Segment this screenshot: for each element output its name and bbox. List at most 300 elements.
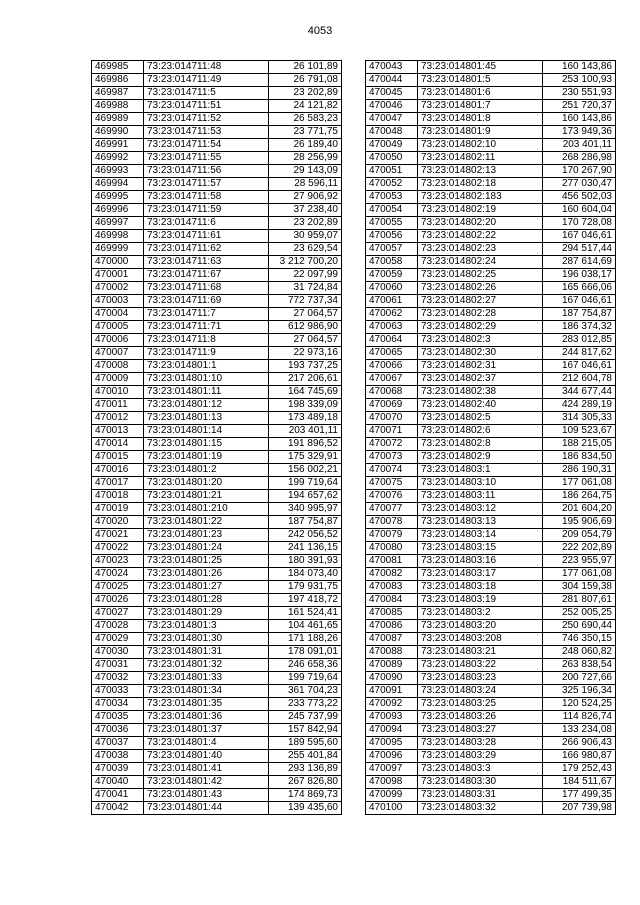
row-number-cell: 470001	[92, 269, 144, 282]
value-cell: 28 256,99	[269, 152, 342, 165]
row-number-cell: 470055	[366, 217, 418, 230]
cadastral-number-cell: 73:23:014803:20	[418, 620, 543, 633]
row-number-cell: 470002	[92, 282, 144, 295]
value-cell: 253 100,93	[543, 74, 616, 87]
value-cell: 139 435,60	[269, 802, 342, 815]
value-cell: 24 121,82	[269, 100, 342, 113]
row-number-cell: 470097	[366, 763, 418, 776]
cadastral-number-cell: 73:23:014803:1	[418, 464, 543, 477]
value-cell: 340 995,97	[269, 503, 342, 516]
row-number-cell: 470039	[92, 763, 144, 776]
table-row	[366, 516, 616, 529]
cadastral-number-cell: 73:23:014801:13	[144, 412, 269, 425]
row-number-cell: 470087	[366, 633, 418, 646]
value-cell: 361 704,23	[269, 685, 342, 698]
left-table-body	[92, 61, 342, 815]
value-cell: 245 737,99	[269, 711, 342, 724]
cadastral-number-cell: 73:23:014801:41	[144, 763, 269, 776]
value-cell: 196 038,17	[543, 269, 616, 282]
row-number-cell: 470096	[366, 750, 418, 763]
table-row	[92, 243, 342, 256]
row-number-cell: 470004	[92, 308, 144, 321]
value-cell: 120 524,25	[543, 698, 616, 711]
row-number-cell: 470075	[366, 477, 418, 490]
cadastral-number-cell: 73:23:014801:45	[418, 61, 543, 74]
value-cell: 200 727,66	[543, 672, 616, 685]
cadastral-number-cell: 73:23:014803:16	[418, 555, 543, 568]
table-row	[366, 490, 616, 503]
value-cell: 174 869,73	[269, 789, 342, 802]
row-number-cell: 469999	[92, 243, 144, 256]
table-row	[366, 594, 616, 607]
value-cell: 167 046,61	[543, 230, 616, 243]
value-cell: 165 666,06	[543, 282, 616, 295]
cadastral-number-cell: 73:23:014711:52	[144, 113, 269, 126]
cadastral-number-cell: 73:23:014803:31	[418, 789, 543, 802]
row-number-cell: 469992	[92, 152, 144, 165]
table-row	[92, 490, 342, 503]
cadastral-number-cell: 73:23:014802:29	[418, 321, 543, 334]
row-number-cell: 470016	[92, 464, 144, 477]
row-number-cell: 470082	[366, 568, 418, 581]
row-number-cell: 470052	[366, 178, 418, 191]
row-number-cell: 470068	[366, 386, 418, 399]
table-row	[366, 581, 616, 594]
table-row	[366, 74, 616, 87]
row-number-cell: 470069	[366, 399, 418, 412]
table-row	[92, 620, 342, 633]
table-row	[366, 737, 616, 750]
row-number-cell: 470099	[366, 789, 418, 802]
value-cell: 175 329,91	[269, 451, 342, 464]
table-row	[366, 620, 616, 633]
value-cell: 267 826,80	[269, 776, 342, 789]
row-number-cell: 470024	[92, 568, 144, 581]
cadastral-number-cell: 73:23:014801:44	[144, 802, 269, 815]
cadastral-number-cell: 73:23:014711:58	[144, 191, 269, 204]
cadastral-number-cell: 73:23:014803:28	[418, 737, 543, 750]
table-row	[366, 178, 616, 191]
cadastral-number-cell: 73:23:014711:71	[144, 321, 269, 334]
value-cell: 230 551,93	[543, 87, 616, 100]
cadastral-number-cell: 73:23:014802:22	[418, 230, 543, 243]
table-row	[366, 607, 616, 620]
value-cell: 28 596,11	[269, 178, 342, 191]
cadastral-number-cell: 73:23:014803:22	[418, 659, 543, 672]
table-row	[366, 334, 616, 347]
cadastral-number-cell: 73:23:014801:32	[144, 659, 269, 672]
row-number-cell: 470073	[366, 451, 418, 464]
cadastral-number-cell: 73:23:014802:8	[418, 438, 543, 451]
row-number-cell: 470020	[92, 516, 144, 529]
cadastral-number-cell: 73:23:014802:38	[418, 386, 543, 399]
cadastral-number-cell: 73:23:014802:23	[418, 243, 543, 256]
value-cell: 189 595,60	[269, 737, 342, 750]
table-row	[92, 425, 342, 438]
cadastral-number-cell: 73:23:014801:2	[144, 464, 269, 477]
cadastral-number-cell: 73:23:014801:19	[144, 451, 269, 464]
value-cell: 27 064,57	[269, 334, 342, 347]
table-row	[366, 113, 616, 126]
value-cell: 160 143,86	[543, 61, 616, 74]
value-cell: 37 238,40	[269, 204, 342, 217]
row-number-cell: 470100	[366, 802, 418, 815]
value-cell: 246 658,36	[269, 659, 342, 672]
table-row	[92, 295, 342, 308]
table-row	[92, 633, 342, 646]
cadastral-number-cell: 73:23:014801:31	[144, 646, 269, 659]
cadastral-number-cell: 73:23:014711:59	[144, 204, 269, 217]
cadastral-number-cell: 73:23:014802:24	[418, 256, 543, 269]
cadastral-number-cell: 73:23:014803:15	[418, 542, 543, 555]
cadastral-number-cell: 73:23:014803:19	[418, 594, 543, 607]
table-row	[92, 516, 342, 529]
row-number-cell: 470094	[366, 724, 418, 737]
row-number-cell: 470081	[366, 555, 418, 568]
table-row	[92, 737, 342, 750]
cadastral-number-cell: 73:23:014801:37	[144, 724, 269, 737]
table-row	[366, 100, 616, 113]
row-number-cell: 470049	[366, 139, 418, 152]
table-row	[366, 269, 616, 282]
cadastral-number-cell: 73:23:014801:6	[418, 87, 543, 100]
cadastral-number-cell: 73:23:014711:51	[144, 100, 269, 113]
cadastral-number-cell: 73:23:014803:14	[418, 529, 543, 542]
cadastral-number-cell: 73:23:014803:11	[418, 490, 543, 503]
cadastral-number-cell: 73:23:014801:1	[144, 360, 269, 373]
value-cell: 164 745,69	[269, 386, 342, 399]
value-cell: 456 502,03	[543, 191, 616, 204]
value-cell: 29 143,09	[269, 165, 342, 178]
row-number-cell: 470076	[366, 490, 418, 503]
value-cell: 233 773,22	[269, 698, 342, 711]
row-number-cell: 470022	[92, 542, 144, 555]
table-row	[366, 464, 616, 477]
cadastral-number-cell: 73:23:014711:62	[144, 243, 269, 256]
cadastral-number-cell: 73:23:014801:29	[144, 607, 269, 620]
value-cell: 207 739,98	[543, 802, 616, 815]
table-row	[92, 269, 342, 282]
table-row	[92, 802, 342, 815]
table-row	[92, 321, 342, 334]
value-cell: 184 073,40	[269, 568, 342, 581]
cadastral-number-cell: 73:23:014802:3	[418, 334, 543, 347]
cadastral-number-cell: 73:23:014801:34	[144, 685, 269, 698]
cadastral-number-cell: 73:23:014802:13	[418, 165, 543, 178]
cadastral-number-cell: 73:23:014802:27	[418, 295, 543, 308]
value-cell: 263 838,54	[543, 659, 616, 672]
table-row	[366, 347, 616, 360]
cadastral-number-cell: 73:23:014803:18	[418, 581, 543, 594]
table-row	[92, 581, 342, 594]
cadastral-number-cell: 73:23:014802:37	[418, 373, 543, 386]
table-row	[92, 347, 342, 360]
cadastral-number-cell: 73:23:014711:55	[144, 152, 269, 165]
cadastral-number-cell: 73:23:014802:11	[418, 152, 543, 165]
table-row	[366, 659, 616, 672]
cadastral-number-cell: 73:23:014802:28	[418, 308, 543, 321]
table-row	[366, 399, 616, 412]
table-row	[92, 178, 342, 191]
cadastral-number-cell: 73:23:014802:10	[418, 139, 543, 152]
value-cell: 203 401,11	[543, 139, 616, 152]
value-cell: 22 973,16	[269, 347, 342, 360]
value-cell: 266 906,43	[543, 737, 616, 750]
table-row	[92, 607, 342, 620]
cadastral-number-cell: 73:23:014801:12	[144, 399, 269, 412]
value-cell: 191 896,52	[269, 438, 342, 451]
cadastral-number-cell: 73:23:014802:31	[418, 360, 543, 373]
row-number-cell: 470088	[366, 646, 418, 659]
table-row	[366, 477, 616, 490]
row-number-cell: 470079	[366, 529, 418, 542]
value-cell: 157 842,94	[269, 724, 342, 737]
row-number-cell: 470048	[366, 126, 418, 139]
value-cell: 281 807,61	[543, 594, 616, 607]
value-cell: 170 728,08	[543, 217, 616, 230]
cadastral-number-cell: 73:23:014801:24	[144, 542, 269, 555]
cadastral-number-cell: 73:23:014801:4	[144, 737, 269, 750]
table-row	[92, 568, 342, 581]
cadastral-number-cell: 73:23:014803:208	[418, 633, 543, 646]
table-row	[366, 87, 616, 100]
table-row	[92, 659, 342, 672]
value-cell: 26 583,23	[269, 113, 342, 126]
row-number-cell: 470009	[92, 373, 144, 386]
right-table-body	[366, 61, 616, 815]
value-cell: 133 234,08	[543, 724, 616, 737]
value-cell: 241 136,15	[269, 542, 342, 555]
row-number-cell: 470058	[366, 256, 418, 269]
value-cell: 178 091,01	[269, 646, 342, 659]
cadastral-number-cell: 73:23:014803:30	[418, 776, 543, 789]
value-cell: 179 252,43	[543, 763, 616, 776]
row-number-cell: 470012	[92, 412, 144, 425]
value-cell: 186 374,32	[543, 321, 616, 334]
cadastral-number-cell: 73:23:014802:5	[418, 412, 543, 425]
value-cell: 23 202,89	[269, 217, 342, 230]
row-number-cell: 470035	[92, 711, 144, 724]
table-row	[366, 243, 616, 256]
value-cell: 184 511,67	[543, 776, 616, 789]
table-row	[92, 646, 342, 659]
row-number-cell: 470045	[366, 87, 418, 100]
row-number-cell: 470041	[92, 789, 144, 802]
cadastral-number-cell: 73:23:014711:6	[144, 217, 269, 230]
cadastral-number-cell: 73:23:014801:3	[144, 620, 269, 633]
table-row	[366, 672, 616, 685]
value-cell: 187 754,87	[543, 308, 616, 321]
table-row	[92, 542, 342, 555]
value-cell: 177 499,35	[543, 789, 616, 802]
row-number-cell: 469991	[92, 139, 144, 152]
value-cell: 27 064,57	[269, 308, 342, 321]
table-row	[366, 139, 616, 152]
cadastral-number-cell: 73:23:014801:28	[144, 594, 269, 607]
row-number-cell: 470006	[92, 334, 144, 347]
value-cell: 179 931,75	[269, 581, 342, 594]
table-row	[366, 529, 616, 542]
value-cell: 203 401,11	[269, 425, 342, 438]
table-row	[366, 373, 616, 386]
table-row	[366, 789, 616, 802]
page-number: 4053	[307, 25, 333, 37]
table-row	[92, 165, 342, 178]
row-number-cell: 470066	[366, 360, 418, 373]
cadastral-number-cell: 73:23:014803:13	[418, 516, 543, 529]
table-row	[92, 191, 342, 204]
table-row	[92, 373, 342, 386]
value-cell: 177 061,08	[543, 477, 616, 490]
row-number-cell: 469990	[92, 126, 144, 139]
value-cell: 3 212 700,20	[269, 256, 342, 269]
cadastral-number-cell: 73:23:014803:23	[418, 672, 543, 685]
row-number-cell: 470007	[92, 347, 144, 360]
value-cell: 294 517,44	[543, 243, 616, 256]
cadastral-number-cell: 73:23:014801:26	[144, 568, 269, 581]
table-row	[92, 217, 342, 230]
cadastral-number-cell: 73:23:014802:26	[418, 282, 543, 295]
value-cell: 251 720,37	[543, 100, 616, 113]
value-cell: 325 196,34	[543, 685, 616, 698]
cadastral-number-cell: 73:23:014803:3	[418, 763, 543, 776]
row-number-cell: 470051	[366, 165, 418, 178]
row-number-cell: 470011	[92, 399, 144, 412]
row-number-cell: 470063	[366, 321, 418, 334]
row-number-cell: 470053	[366, 191, 418, 204]
cadastral-number-cell: 73:23:014801:27	[144, 581, 269, 594]
row-number-cell: 470019	[92, 503, 144, 516]
value-cell: 277 030,47	[543, 178, 616, 191]
row-number-cell: 470085	[366, 607, 418, 620]
table-row	[366, 646, 616, 659]
cadastral-number-cell: 73:23:014711:9	[144, 347, 269, 360]
value-cell: 26 189,40	[269, 139, 342, 152]
row-number-cell: 470074	[366, 464, 418, 477]
right-data-table	[365, 60, 616, 815]
table-row	[366, 724, 616, 737]
table-row	[92, 685, 342, 698]
row-number-cell: 470023	[92, 555, 144, 568]
cadastral-number-cell: 73:23:014801:7	[418, 100, 543, 113]
cadastral-number-cell: 73:23:014801:33	[144, 672, 269, 685]
cadastral-number-cell: 73:23:014801:21	[144, 490, 269, 503]
value-cell: 287 614,69	[543, 256, 616, 269]
cadastral-number-cell: 73:23:014802:9	[418, 451, 543, 464]
value-cell: 304 159,38	[543, 581, 616, 594]
table-row	[92, 74, 342, 87]
row-number-cell: 470013	[92, 425, 144, 438]
row-number-cell: 470000	[92, 256, 144, 269]
table-row	[92, 308, 342, 321]
table-row	[366, 542, 616, 555]
value-cell: 209 054,79	[543, 529, 616, 542]
value-cell: 194 657,62	[269, 490, 342, 503]
cadastral-number-cell: 73:23:014711:48	[144, 61, 269, 74]
value-cell: 222 202,89	[543, 542, 616, 555]
row-number-cell: 470040	[92, 776, 144, 789]
row-number-cell: 470028	[92, 620, 144, 633]
table-row	[366, 256, 616, 269]
table-row	[366, 568, 616, 581]
cadastral-number-cell: 73:23:014711:63	[144, 256, 269, 269]
cadastral-number-cell: 73:23:014801:11	[144, 386, 269, 399]
table-row	[92, 555, 342, 568]
value-cell: 314 305,33	[543, 412, 616, 425]
value-cell: 180 391,93	[269, 555, 342, 568]
row-number-cell: 470026	[92, 594, 144, 607]
value-cell: 30 959,07	[269, 230, 342, 243]
value-cell: 283 012,85	[543, 334, 616, 347]
table-row	[92, 399, 342, 412]
value-cell: 188 215,05	[543, 438, 616, 451]
value-cell: 23 629,54	[269, 243, 342, 256]
cadastral-number-cell: 73:23:014803:2	[418, 607, 543, 620]
table-row	[366, 217, 616, 230]
row-number-cell: 470038	[92, 750, 144, 763]
value-cell: 177 061,08	[543, 568, 616, 581]
table-row	[366, 711, 616, 724]
row-number-cell: 470092	[366, 698, 418, 711]
value-cell: 26 791,08	[269, 74, 342, 87]
cadastral-number-cell: 73:23:014711:67	[144, 269, 269, 282]
value-cell: 193 737,25	[269, 360, 342, 373]
table-row	[92, 477, 342, 490]
row-number-cell: 470054	[366, 204, 418, 217]
table-row	[92, 724, 342, 737]
cadastral-number-cell: 73:23:014801:43	[144, 789, 269, 802]
value-cell: 199 719,64	[269, 477, 342, 490]
cadastral-number-cell: 73:23:014801:210	[144, 503, 269, 516]
cadastral-number-cell: 73:23:014802:183	[418, 191, 543, 204]
value-cell: 167 046,61	[543, 360, 616, 373]
row-number-cell: 470057	[366, 243, 418, 256]
cadastral-number-cell: 73:23:014711:61	[144, 230, 269, 243]
cadastral-number-cell: 73:23:014801:23	[144, 529, 269, 542]
value-cell: 173 949,36	[543, 126, 616, 139]
row-number-cell: 469998	[92, 230, 144, 243]
value-cell: 293 136,89	[269, 763, 342, 776]
row-number-cell: 470005	[92, 321, 144, 334]
cadastral-number-cell: 73:23:014711:69	[144, 295, 269, 308]
table-row	[366, 776, 616, 789]
value-cell: 612 986,90	[269, 321, 342, 334]
row-number-cell: 470067	[366, 373, 418, 386]
row-number-cell: 470060	[366, 282, 418, 295]
table-row	[366, 763, 616, 776]
row-number-cell: 470017	[92, 477, 144, 490]
table-row	[92, 282, 342, 295]
table-row	[92, 334, 342, 347]
value-cell: 26 101,89	[269, 61, 342, 74]
row-number-cell: 470043	[366, 61, 418, 74]
value-cell: 424 289,19	[543, 399, 616, 412]
value-cell: 186 834,50	[543, 451, 616, 464]
table-row	[366, 750, 616, 763]
row-number-cell: 469988	[92, 100, 144, 113]
table-row	[366, 61, 616, 74]
table-row	[92, 672, 342, 685]
cadastral-number-cell: 73:23:014801:20	[144, 477, 269, 490]
cadastral-number-cell: 73:23:014803:21	[418, 646, 543, 659]
table-row	[366, 360, 616, 373]
cadastral-number-cell: 73:23:014802:40	[418, 399, 543, 412]
table-row	[366, 308, 616, 321]
row-number-cell: 470080	[366, 542, 418, 555]
value-cell: 23 771,75	[269, 126, 342, 139]
value-cell: 104 461,65	[269, 620, 342, 633]
table-row	[92, 87, 342, 100]
